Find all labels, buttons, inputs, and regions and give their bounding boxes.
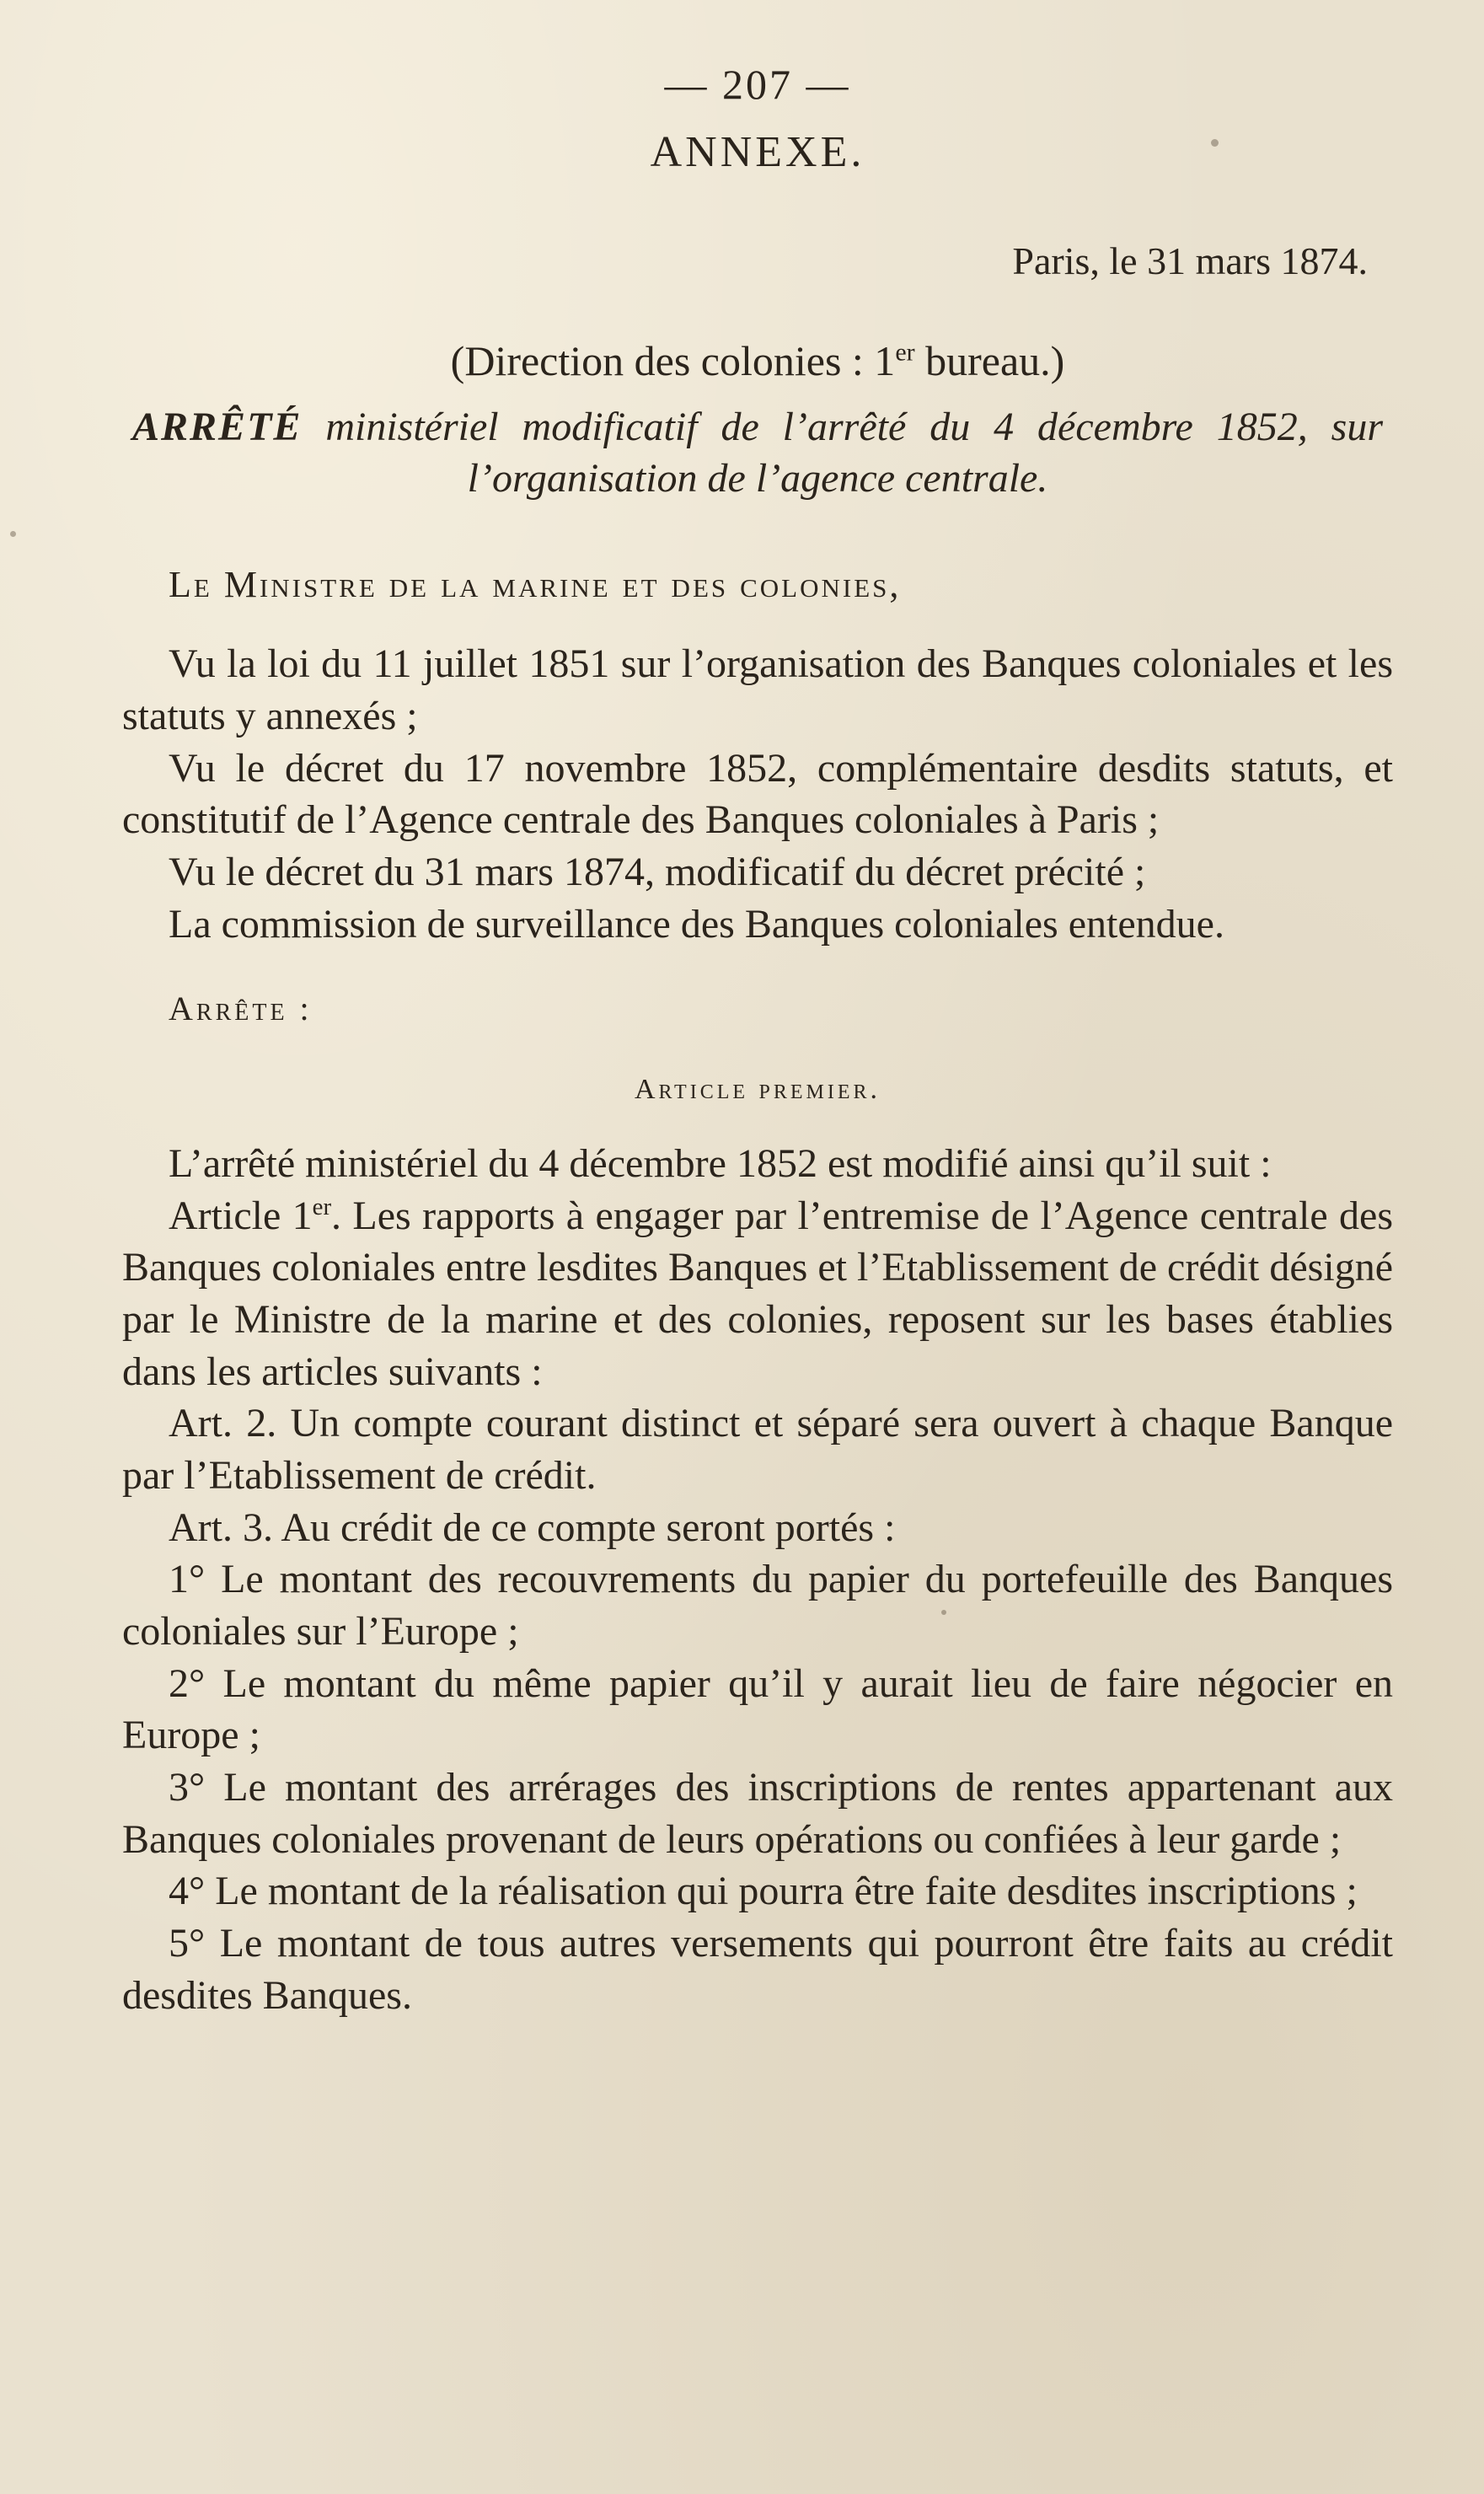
arrete-title-text: ministériel modificatif de l’arrêté du 4 décembre 1852, sur l’organisation de l’agence centrale. (302, 404, 1383, 501)
article-one-superscript: er (312, 1193, 332, 1220)
arrete-word: Arrête : (169, 990, 313, 1028)
direction-close: bureau.) (914, 336, 1065, 384)
article-one-text: . Les rapports à engager par l’entremise de l’Agence centrale des Banques coloniales entre lesdites Banques et l’Etablissement de crédit désigné par le Ministre de la marine et des colonies, reposent sur les bases établies dans les articles suivants : (122, 1193, 1393, 1394)
credit-item: 2° Le montant du même papier qu’il y aurait lieu de faire négocier en Europe ; (122, 1660, 1393, 1758)
credit-item: 4° Le montant de la réalisation qui pourra être faite desdites inscriptions ; (169, 1869, 1358, 1914)
considerant: Vu la loi du 11 juillet 1851 sur l’organisation des Banques coloniales et les statuts y annexés ; (122, 641, 1393, 738)
article-heading (122, 1073, 1393, 1108)
text-block (122, 59, 1393, 2022)
direction-superscript: er (895, 337, 915, 366)
article-one-lead: Article 1 (169, 1193, 313, 1238)
arrete-title (122, 401, 1393, 505)
dateline: Paris, le 31 mars 1874. (1012, 239, 1368, 283)
direction-line (122, 335, 1393, 386)
paper-speck (10, 531, 16, 537)
credit-item: 5° Le montant de tous autres versements qui pourront être faits au crédit desdites Banques. (122, 1921, 1393, 2018)
article-three: Art. 3. Au crédit de ce compte seront portés : (169, 1504, 896, 1550)
page-number: — 207 — (664, 61, 851, 108)
credit-item: 1° Le montant des recouvrements du papier du portefeuille des Banques coloniales sur l’Europe ; (122, 1557, 1393, 1655)
section-title: ANNEXE. (650, 128, 865, 176)
arrete-title-lead: ARRÊTÉ (132, 404, 303, 449)
article-one (122, 1190, 1393, 1398)
article-two: Art. 2. Un compte courant distinct et séparé sera ouvert à chaque Banque par l’Etablissement de crédit. (122, 1401, 1393, 1499)
article-heading-text: Article premier. (634, 1074, 881, 1106)
credit-item: 3° Le montant des arrérages des inscriptions de rentes appartenant aux Banques coloniales provenant de leurs opérations ou confiées à leur garde ; (122, 1765, 1393, 1862)
minister-line: Le Ministre de la marine et des colonies, (169, 564, 902, 606)
considerant: Vu le décret du 31 mars 1874, modificatif du décret précité ; (169, 849, 1146, 894)
direction-open: (Direction des colonies : 1 (450, 336, 896, 384)
considerant: Vu le décret du 17 novembre 1852, complémentaire desdits statuts, et constitutif de l’Agence centrale des Banques coloniales à Paris ; (122, 745, 1393, 843)
article-intro: L’arrêté ministériel du 4 décembre 1852 est modifié ainsi qu’il suit : (169, 1141, 1272, 1187)
considerant: La commission de surveillance des Banques coloniales entendue. (169, 901, 1224, 947)
